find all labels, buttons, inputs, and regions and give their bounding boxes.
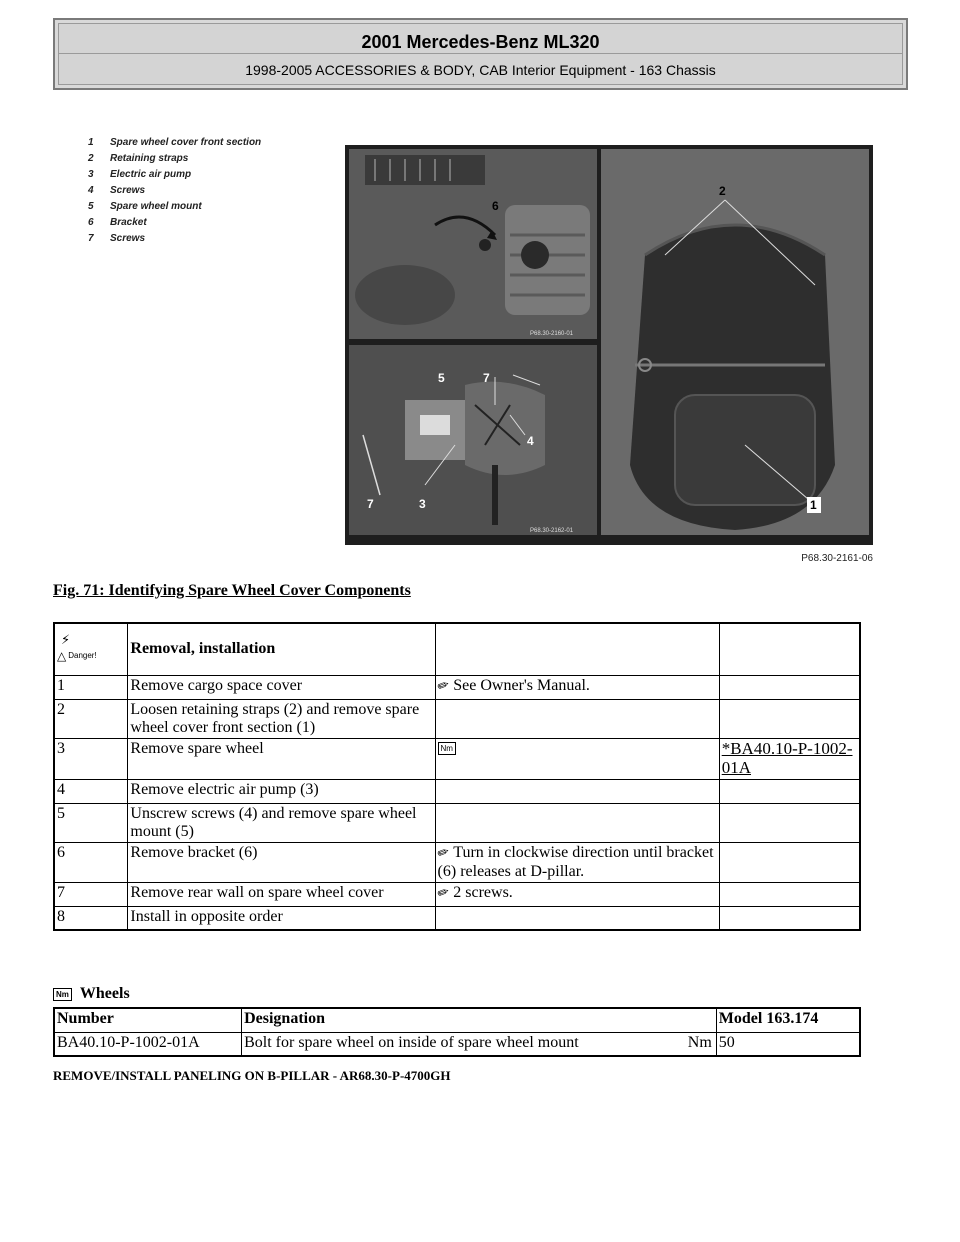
step-num: 1 (54, 675, 128, 699)
step-action: Unscrew screws (4) and remove spare wheel mount (5) (128, 803, 435, 842)
step-note (435, 803, 719, 842)
danger-label: Danger! (68, 651, 97, 661)
figure-71 (88, 135, 873, 570)
warning-triangle-icon: △ (57, 649, 67, 664)
spare-wheel-photo (345, 145, 873, 545)
wheels-title: Wheels (79, 985, 130, 1002)
table-row (54, 699, 860, 738)
table-row (54, 803, 860, 842)
step-action: Install in opposite order (128, 906, 435, 930)
wheel-value: 50 (716, 1032, 860, 1056)
callout-3: 3 (419, 497, 426, 511)
step-num: 4 (54, 779, 128, 803)
legend-label: Spare wheel mount (110, 201, 202, 212)
callout-2: 2 (719, 184, 726, 198)
torque-nm-icon: Nm (438, 742, 456, 755)
callout-7b: 7 (483, 371, 490, 385)
procedure-table (53, 622, 861, 931)
step-note-text: Turn in clockwise direction until bracket (6) releases at D-pillar. (437, 843, 714, 880)
step-ref (719, 779, 860, 803)
col-number: Number (54, 1008, 242, 1032)
wheel-number: BA40.10-P-1002-01A (54, 1032, 242, 1056)
wheels-heading (53, 985, 130, 1003)
table-row (54, 738, 860, 779)
page-header-inner (58, 23, 903, 85)
step-note (435, 882, 719, 906)
step-note (435, 738, 719, 779)
step-note (435, 906, 719, 930)
step-note-text: See Owner's Manual. (453, 676, 590, 694)
pencil-note-icon: ✏ (435, 883, 452, 903)
step-ref (719, 738, 860, 779)
table-header-row (54, 1008, 860, 1032)
step-action: Remove bracket (6) (128, 842, 435, 882)
step-ref (719, 803, 860, 842)
legend-label: Screws (110, 233, 146, 244)
next-section-heading: REMOVE/INSTALL PANELING ON B-PILLAR - AR68.30-P-4700GH (53, 1068, 451, 1083)
photo-panel-bottom (349, 345, 597, 535)
step-num: 3 (54, 738, 128, 779)
figure-caption: Fig. 71: Identifying Spare Wheel Cover Components (53, 582, 411, 599)
step-note (435, 675, 719, 699)
step-num: 2 (54, 699, 128, 738)
step-num: 5 (54, 803, 128, 842)
callout-1: 1 (810, 498, 817, 512)
legend-label: Screws (110, 185, 146, 196)
photo-panel-top (349, 149, 597, 339)
step-ref (719, 906, 860, 930)
wheel-unit: Nm (687, 1033, 712, 1051)
step-action: Remove rear wall on spare wheel cover (128, 882, 435, 906)
page-header (53, 18, 908, 90)
danger-warning (57, 647, 97, 665)
table-row (54, 1032, 860, 1056)
step-note-text: 2 screws. (453, 883, 513, 901)
legend-item (88, 199, 338, 215)
procedure-header-row (54, 623, 860, 675)
table-row (54, 906, 860, 930)
step-ref (719, 882, 860, 906)
step-action: Loosen retaining straps (2) and remove spare wheel cover front section (1) (128, 699, 435, 738)
wheels-table (53, 1007, 861, 1057)
wheel-designation: Bolt for spare wheel on inside of spare wheel mount (244, 1033, 579, 1051)
header-empty-note (435, 623, 719, 675)
photo-code-bottom: P68.30-2162-01 (530, 528, 574, 534)
callout-7a: 7 (367, 497, 374, 511)
table-row (54, 675, 860, 699)
step-action: Remove cargo space cover (128, 675, 435, 699)
legend-item (88, 151, 338, 167)
step-num: 7 (54, 882, 128, 906)
step-note (435, 699, 719, 738)
legend-num: 7 (88, 233, 94, 244)
table-row (54, 842, 860, 882)
legend-num: 2 (88, 153, 94, 164)
danger-icon (57, 633, 125, 665)
figure-legend (88, 135, 338, 247)
callout-6: 6 (492, 199, 499, 213)
step-num: 8 (54, 906, 128, 930)
step-num: 6 (54, 842, 128, 882)
photo-panel-right (601, 149, 869, 535)
step-note (435, 779, 719, 803)
danger-cell (54, 623, 128, 675)
pencil-note-icon: ✏ (435, 843, 452, 863)
legend-item (88, 215, 338, 231)
legend-label: Bracket (110, 217, 147, 228)
legend-item (88, 183, 338, 199)
legend-label: Spare wheel cover front section (110, 137, 262, 148)
photo-code-top: P68.30-2160-01 (530, 331, 574, 337)
torque-nm-icon: Nm (53, 988, 72, 1001)
pencil-note-icon: ✏ (435, 676, 452, 696)
callout-5: 5 (438, 371, 445, 385)
legend-item (88, 231, 338, 247)
col-model: Model 163.174 (716, 1008, 860, 1032)
page-subtitle: 1998-2005 ACCESSORIES & BODY, CAB Interior Equipment - 163 Chassis (245, 62, 716, 78)
table-row (54, 882, 860, 906)
step-ref (719, 675, 860, 699)
col-designation: Designation (242, 1008, 717, 1032)
legend-label: Retaining straps (110, 153, 189, 164)
step-action: Remove spare wheel (128, 738, 435, 779)
legend-num: 6 (88, 217, 94, 228)
legend-num: 5 (88, 201, 94, 212)
step-action: Remove electric air pump (3) (128, 779, 435, 803)
header-empty-ref (719, 623, 860, 675)
legend-num: 4 (88, 185, 94, 196)
procedure-header: Removal, installation (128, 623, 435, 675)
page-title: 2001 Mercedes-Benz ML320 (59, 24, 902, 54)
legend-label: Electric air pump (110, 169, 192, 180)
legend-item (88, 167, 338, 183)
figure-code: P68.30-2161-06 (801, 553, 873, 564)
wrench-icon: ⚡ (61, 632, 71, 648)
step-note (435, 842, 719, 882)
step-ref (719, 699, 860, 738)
legend-item (88, 135, 338, 151)
table-row (54, 779, 860, 803)
wheel-designation-cell (242, 1032, 717, 1056)
legend-num: 3 (88, 169, 94, 180)
step-ref (719, 842, 860, 882)
callout-4: 4 (527, 434, 534, 448)
legend-num: 1 (88, 137, 94, 148)
torque-ref-link[interactable]: *BA40.10-P-1002-01A (721, 738, 853, 777)
